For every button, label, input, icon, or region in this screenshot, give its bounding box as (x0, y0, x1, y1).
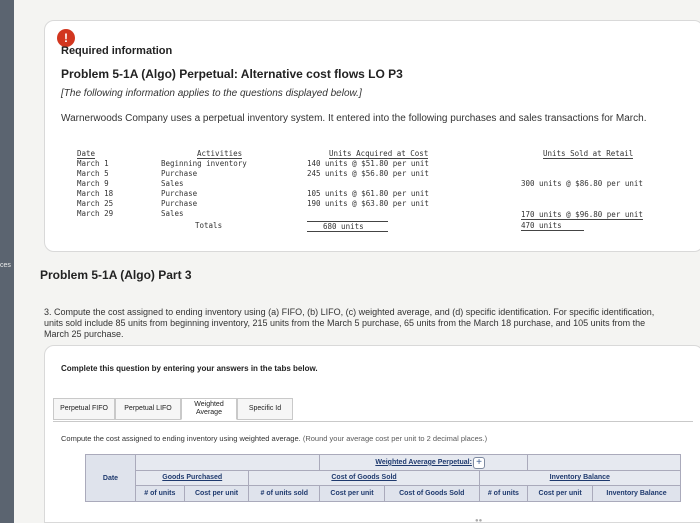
inventory-balance-header: Inventory Balance (479, 470, 680, 486)
ledger-title: Weighted Average Perpetual: (320, 455, 528, 471)
ledger-spacer (136, 455, 320, 471)
required-info-card (44, 20, 700, 252)
header-date: Date (77, 149, 96, 158)
tab-perpetual-fifo[interactable]: Perpetual FIFO (53, 398, 115, 420)
totals-sold: 470 units (521, 221, 584, 231)
instruction-text: Complete this question by entering your answers in the tabs below. (61, 364, 318, 373)
col-ib-units: # of units (479, 486, 528, 502)
row-date: March 29 (77, 209, 114, 218)
col-gp-cost: Cost per unit (184, 486, 249, 502)
question-text: 3. Compute the cost assigned to ending inventory using (a) FIFO, (b) LIFO, (c) weighted average, and (d) specific identification. For specific identification, units sold include 85 units from beginning inventory, 215 units from the March 5 purchase, 65 units from the March 18 purchase, and 105 units from the March 25 purchase. (44, 307, 655, 339)
col-cogs-cost: Cost per unit (320, 486, 385, 502)
applies-note: [The following information applies to the questions displayed below.] (61, 88, 362, 99)
col-gp-units: # of units (136, 486, 185, 502)
row-acquired: 245 units @ $56.80 per unit (307, 169, 429, 178)
row-date: March 1 (77, 159, 109, 168)
row-activity: Purchase (161, 189, 198, 198)
col-cogs-total: Cost of Goods Sold (384, 486, 479, 502)
goods-purchased-header: Goods Purchased (136, 470, 249, 486)
row-activity: Beginning inventory (161, 159, 247, 168)
row-activity: Purchase (161, 169, 198, 178)
cogs-header: Cost of Goods Sold (249, 470, 479, 486)
row-acquired: 105 units @ $61.80 per unit (307, 189, 429, 198)
intro-text: Warnerwoods Company uses a perpetual inventory system. It entered into the following purchases and sales transactions for March. (61, 113, 647, 124)
row-date: March 9 (77, 179, 109, 188)
row-activity: Purchase (161, 199, 198, 208)
weighted-average-ledger (85, 454, 681, 502)
row-activity: Sales (161, 179, 184, 188)
row-sold: 300 units @ $86.80 per unit (521, 179, 643, 188)
header-activities: Activities (197, 149, 243, 158)
header-units-acquired: Units Acquired at Cost (329, 149, 429, 158)
tab-weighted-average[interactable]: Weighted Average (181, 398, 237, 420)
part3-title: Problem 5-1A (Algo) Part 3 (40, 268, 192, 282)
totals-acquired: 680 units (307, 221, 388, 232)
side-panel-label: ces (0, 262, 11, 269)
row-date: March 25 (77, 199, 114, 208)
row-date: March 5 (77, 169, 109, 178)
row-acquired: 140 units @ $51.80 per unit (307, 159, 429, 168)
col-ib-cost: Cost per unit (528, 486, 593, 502)
ledger-date-header: Date (86, 455, 136, 502)
tab-perpetual-lifo[interactable]: Perpetual LIFO (115, 398, 181, 420)
ledger-spacer (528, 455, 681, 471)
problem-title: Problem 5-1A (Algo) Perpetual: Alternative cost flows LO P3 (61, 67, 403, 81)
add-row-icon[interactable]: + (473, 457, 485, 469)
totals-label: Totals (195, 221, 223, 230)
transactions-table (77, 149, 677, 249)
col-cogs-units: # of units sold (249, 486, 320, 502)
compute-text: Compute the cost assigned to ending inventory using weighted average. (61, 434, 301, 443)
answer-panel (44, 345, 700, 523)
row-sold: 170 units @ $96.80 per unit (521, 210, 643, 219)
exclamation-icon: ! (57, 29, 75, 47)
row-activity: Sales (161, 209, 184, 218)
required-info-heading: Required information (61, 45, 173, 57)
scroll-indicator-icon: ●● (475, 518, 483, 523)
tab-specific-id[interactable]: Specific Id (237, 398, 293, 420)
page (14, 0, 700, 523)
col-ib-total: Inventory Balance (593, 486, 681, 502)
row-date: March 18 (77, 189, 114, 198)
row-acquired: 190 units @ $63.80 per unit (307, 199, 429, 208)
compute-instruction (61, 434, 487, 443)
rounding-note: (Round your average cost per unit to 2 decimal places.) (302, 434, 488, 443)
tab-divider (53, 421, 693, 422)
header-units-sold: Units Sold at Retail (543, 149, 634, 158)
